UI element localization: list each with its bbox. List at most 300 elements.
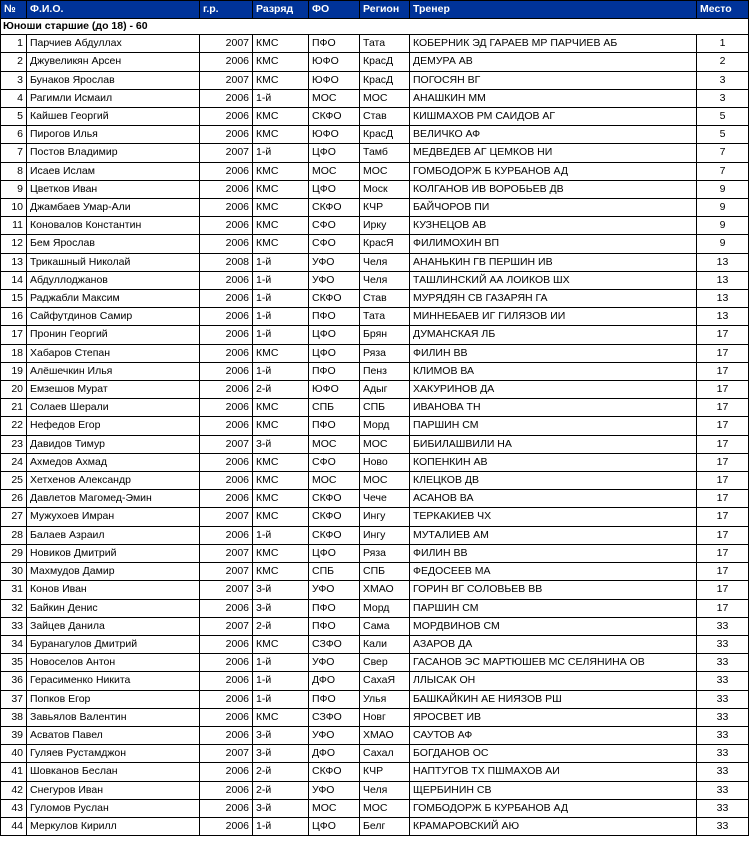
cell-place: 17 bbox=[697, 599, 749, 617]
table-row bbox=[1, 453, 749, 471]
cell-year: 2006 bbox=[200, 726, 253, 744]
cell-rank: КМС bbox=[253, 162, 309, 180]
cell-coach: КОБЕРНИК ЭД ГАРАЕВ МР ПАРЧИЕВ АБ bbox=[410, 35, 697, 53]
cell-year: 2006 bbox=[200, 654, 253, 672]
cell-num: 23 bbox=[1, 435, 27, 453]
table-row bbox=[1, 53, 749, 71]
cell-year: 2006 bbox=[200, 199, 253, 217]
header-year: г.р. bbox=[200, 1, 253, 19]
table-row bbox=[1, 635, 749, 653]
cell-place: 17 bbox=[697, 508, 749, 526]
cell-name: Бунаков Ярослав bbox=[27, 71, 200, 89]
cell-year: 2006 bbox=[200, 290, 253, 308]
cell-fo: УФО bbox=[309, 581, 360, 599]
cell-region: Тата bbox=[360, 35, 410, 53]
cell-fo: ЮФО bbox=[309, 53, 360, 71]
cell-name: Гуляев Рустамджон bbox=[27, 745, 200, 763]
table-row bbox=[1, 763, 749, 781]
cell-rank: 1-й bbox=[253, 690, 309, 708]
cell-region: Чече bbox=[360, 490, 410, 508]
cell-region: Сахал bbox=[360, 745, 410, 763]
cell-coach: КРАМАРОВСКИЙ АЮ bbox=[410, 817, 697, 835]
cell-name: Сайфутдинов Самир bbox=[27, 308, 200, 326]
cell-num: 35 bbox=[1, 654, 27, 672]
cell-name: Новиков Дмитрий bbox=[27, 544, 200, 562]
table-row bbox=[1, 654, 749, 672]
cell-year: 2006 bbox=[200, 362, 253, 380]
cell-region: СПБ bbox=[360, 399, 410, 417]
cell-coach: АСАНОВ ВА bbox=[410, 490, 697, 508]
cell-region: МОС bbox=[360, 799, 410, 817]
cell-coach: ПАРШИН СМ bbox=[410, 599, 697, 617]
cell-coach: МУРЯДЯН СВ ГАЗАРЯН ГА bbox=[410, 290, 697, 308]
cell-place: 9 bbox=[697, 235, 749, 253]
table-row bbox=[1, 599, 749, 617]
cell-coach: КЛИМОВ ВА bbox=[410, 362, 697, 380]
cell-name: Солаев Шерали bbox=[27, 399, 200, 417]
table-row bbox=[1, 399, 749, 417]
cell-year: 2006 bbox=[200, 599, 253, 617]
cell-num: 27 bbox=[1, 508, 27, 526]
cell-fo: ПФО bbox=[309, 690, 360, 708]
cell-fo: ДФО bbox=[309, 745, 360, 763]
cell-rank: 1-й bbox=[253, 654, 309, 672]
cell-region: МОС bbox=[360, 162, 410, 180]
cell-name: Гуломов Руслан bbox=[27, 799, 200, 817]
cell-name: Меркулов Кирилл bbox=[27, 817, 200, 835]
cell-coach: ЛЛЫСАК ОН bbox=[410, 672, 697, 690]
cell-fo: СПБ bbox=[309, 563, 360, 581]
cell-rank: 2-й bbox=[253, 763, 309, 781]
cell-rank: 1-й bbox=[253, 526, 309, 544]
cell-year: 2006 bbox=[200, 672, 253, 690]
table-row bbox=[1, 526, 749, 544]
cell-coach: АЗАРОВ ДА bbox=[410, 635, 697, 653]
cell-rank: КМС bbox=[253, 71, 309, 89]
cell-name: Асватов Павел bbox=[27, 726, 200, 744]
cell-fo: УФО bbox=[309, 726, 360, 744]
cell-num: 11 bbox=[1, 217, 27, 235]
cell-place: 17 bbox=[697, 526, 749, 544]
cell-year: 2006 bbox=[200, 108, 253, 126]
cell-num: 25 bbox=[1, 472, 27, 490]
cell-place: 17 bbox=[697, 399, 749, 417]
cell-region: Челя bbox=[360, 781, 410, 799]
cell-coach: САУТОВ АФ bbox=[410, 726, 697, 744]
cell-region: КрасД bbox=[360, 126, 410, 144]
cell-place: 1 bbox=[697, 35, 749, 53]
cell-name: Кайшев Георгий bbox=[27, 108, 200, 126]
cell-coach: НАПТУГОВ ТХ ПШМАХОВ АИ bbox=[410, 763, 697, 781]
cell-place: 17 bbox=[697, 472, 749, 490]
table-row bbox=[1, 326, 749, 344]
cell-fo: ПФО bbox=[309, 308, 360, 326]
cell-fo: СКФО bbox=[309, 508, 360, 526]
cell-rank: КМС bbox=[253, 508, 309, 526]
table-row bbox=[1, 726, 749, 744]
cell-num: 2 bbox=[1, 53, 27, 71]
cell-place: 17 bbox=[697, 581, 749, 599]
cell-coach: МУТАЛИЕВ АМ bbox=[410, 526, 697, 544]
cell-place: 13 bbox=[697, 253, 749, 271]
cell-year: 2007 bbox=[200, 745, 253, 763]
cell-fo: СЗФО bbox=[309, 708, 360, 726]
cell-year: 2006 bbox=[200, 763, 253, 781]
cell-name: Нефедов Егор bbox=[27, 417, 200, 435]
cell-region: Моск bbox=[360, 180, 410, 198]
cell-coach: КОПЕНКИН АВ bbox=[410, 453, 697, 471]
cell-year: 2006 bbox=[200, 126, 253, 144]
cell-name: Бем Ярослав bbox=[27, 235, 200, 253]
cell-year: 2006 bbox=[200, 381, 253, 399]
cell-coach: ТАШЛИНСКИЙ АА ЛОИКОВ ШХ bbox=[410, 271, 697, 289]
cell-rank: 1-й bbox=[253, 290, 309, 308]
cell-rank: КМС bbox=[253, 708, 309, 726]
cell-coach: ЩЕРБИНИН СВ bbox=[410, 781, 697, 799]
cell-year: 2007 bbox=[200, 35, 253, 53]
cell-region: Став bbox=[360, 108, 410, 126]
cell-year: 2006 bbox=[200, 399, 253, 417]
table-row bbox=[1, 672, 749, 690]
cell-coach: ГОРИН ВГ СОЛОВЬЕВ ВВ bbox=[410, 581, 697, 599]
cell-region: СПБ bbox=[360, 563, 410, 581]
cell-fo: СКФО bbox=[309, 199, 360, 217]
cell-region: КрасД bbox=[360, 53, 410, 71]
cell-fo: ПФО bbox=[309, 35, 360, 53]
cell-rank: КМС bbox=[253, 453, 309, 471]
cell-num: 42 bbox=[1, 781, 27, 799]
cell-year: 2006 bbox=[200, 53, 253, 71]
cell-region: Свер bbox=[360, 654, 410, 672]
cell-num: 14 bbox=[1, 271, 27, 289]
cell-place: 17 bbox=[697, 453, 749, 471]
cell-year: 2006 bbox=[200, 453, 253, 471]
cell-coach: АНАШКИН ММ bbox=[410, 89, 697, 107]
cell-fo: СКФО bbox=[309, 290, 360, 308]
cell-region: КЧР bbox=[360, 763, 410, 781]
table-row bbox=[1, 235, 749, 253]
cell-num: 44 bbox=[1, 817, 27, 835]
cell-place: 17 bbox=[697, 544, 749, 562]
cell-place: 17 bbox=[697, 490, 749, 508]
cell-name: Давлетов Магомед-Эмин bbox=[27, 490, 200, 508]
cell-year: 2006 bbox=[200, 180, 253, 198]
cell-coach: ГОМБОДОРЖ Б КУРБАНОВ АД bbox=[410, 162, 697, 180]
cell-name: Ахмедов Ахмад bbox=[27, 453, 200, 471]
cell-fo: ПФО bbox=[309, 599, 360, 617]
cell-rank: КМС bbox=[253, 399, 309, 417]
cell-fo: ПФО bbox=[309, 362, 360, 380]
cell-rank: КМС bbox=[253, 108, 309, 126]
cell-region: КрасД bbox=[360, 71, 410, 89]
cell-rank: КМС bbox=[253, 180, 309, 198]
cell-num: 19 bbox=[1, 362, 27, 380]
table-row bbox=[1, 108, 749, 126]
table-row bbox=[1, 435, 749, 453]
cell-num: 37 bbox=[1, 690, 27, 708]
cell-region: Белг bbox=[360, 817, 410, 835]
cell-fo: СКФО bbox=[309, 526, 360, 544]
cell-coach: КОЛГАНОВ ИВ ВОРОБЬЕВ ДВ bbox=[410, 180, 697, 198]
cell-rank: КМС bbox=[253, 35, 309, 53]
cell-rank: 3-й bbox=[253, 599, 309, 617]
cell-region: Пенз bbox=[360, 362, 410, 380]
cell-num: 40 bbox=[1, 745, 27, 763]
cell-name: Зайцев Данила bbox=[27, 617, 200, 635]
cell-num: 34 bbox=[1, 635, 27, 653]
cell-fo: ПФО bbox=[309, 617, 360, 635]
cell-fo: ЮФО bbox=[309, 381, 360, 399]
cell-year: 2007 bbox=[200, 435, 253, 453]
cell-rank: 1-й bbox=[253, 817, 309, 835]
cell-year: 2006 bbox=[200, 217, 253, 235]
cell-place: 3 bbox=[697, 71, 749, 89]
cell-fo: МОС bbox=[309, 162, 360, 180]
cell-place: 13 bbox=[697, 271, 749, 289]
cell-place: 2 bbox=[697, 53, 749, 71]
cell-num: 24 bbox=[1, 453, 27, 471]
cell-rank: 1-й bbox=[253, 89, 309, 107]
cell-fo: СФО bbox=[309, 217, 360, 235]
cell-num: 4 bbox=[1, 89, 27, 107]
cell-num: 13 bbox=[1, 253, 27, 271]
cell-fo: УФО bbox=[309, 654, 360, 672]
cell-fo: ЦФО bbox=[309, 144, 360, 162]
cell-num: 7 bbox=[1, 144, 27, 162]
cell-name: Снегуров Иван bbox=[27, 781, 200, 799]
header-num: № bbox=[1, 1, 27, 19]
cell-name: Раджабли Максим bbox=[27, 290, 200, 308]
cell-region: Новг bbox=[360, 708, 410, 726]
cell-name: Емзешов Мурат bbox=[27, 381, 200, 399]
cell-place: 5 bbox=[697, 126, 749, 144]
cell-coach: МОРДВИНОВ СМ bbox=[410, 617, 697, 635]
cell-year: 2006 bbox=[200, 326, 253, 344]
cell-rank: 1-й bbox=[253, 144, 309, 162]
cell-year: 2006 bbox=[200, 526, 253, 544]
cell-fo: ЮФО bbox=[309, 71, 360, 89]
cell-region: КрасЯ bbox=[360, 235, 410, 253]
table-row bbox=[1, 71, 749, 89]
cell-fo: СКФО bbox=[309, 490, 360, 508]
cell-region: Челя bbox=[360, 253, 410, 271]
cell-year: 2006 bbox=[200, 162, 253, 180]
cell-num: 10 bbox=[1, 199, 27, 217]
cell-place: 5 bbox=[697, 108, 749, 126]
cell-rank: КМС bbox=[253, 199, 309, 217]
cell-coach: ФИЛИН ВВ bbox=[410, 344, 697, 362]
cell-name: Пронин Георгий bbox=[27, 326, 200, 344]
table-row bbox=[1, 126, 749, 144]
cell-coach: ФИЛИН ВВ bbox=[410, 544, 697, 562]
cell-num: 33 bbox=[1, 617, 27, 635]
cell-fo: СКФО bbox=[309, 763, 360, 781]
cell-place: 33 bbox=[697, 745, 749, 763]
table-row bbox=[1, 417, 749, 435]
cell-coach: МИННЕБАЕВ ИГ ГИЛЯЗОВ ИИ bbox=[410, 308, 697, 326]
cell-coach: КУЗНЕЦОВ АВ bbox=[410, 217, 697, 235]
cell-fo: МОС bbox=[309, 435, 360, 453]
cell-region: Морд bbox=[360, 417, 410, 435]
cell-place: 17 bbox=[697, 435, 749, 453]
cell-rank: КМС bbox=[253, 544, 309, 562]
cell-place: 33 bbox=[697, 635, 749, 653]
cell-fo: МОС bbox=[309, 89, 360, 107]
cell-num: 32 bbox=[1, 599, 27, 617]
cell-coach: ФЕДОСЕЕВ МА bbox=[410, 563, 697, 581]
cell-place: 7 bbox=[697, 144, 749, 162]
cell-coach: БАШКАЙКИН АЕ НИЯЗОВ РШ bbox=[410, 690, 697, 708]
table-row bbox=[1, 308, 749, 326]
cell-year: 2006 bbox=[200, 781, 253, 799]
cell-coach: ВЕЛИЧКО АФ bbox=[410, 126, 697, 144]
cell-name: Конов Иван bbox=[27, 581, 200, 599]
cell-place: 33 bbox=[697, 654, 749, 672]
cell-num: 30 bbox=[1, 563, 27, 581]
cell-rank: КМС bbox=[253, 217, 309, 235]
cell-coach: ТЕРКАКИЕВ ЧХ bbox=[410, 508, 697, 526]
cell-year: 2006 bbox=[200, 417, 253, 435]
cell-fo: СКФО bbox=[309, 108, 360, 126]
table-row bbox=[1, 563, 749, 581]
table-row bbox=[1, 472, 749, 490]
cell-name: Шовканов Беслан bbox=[27, 763, 200, 781]
cell-coach: ИВАНОВА ТН bbox=[410, 399, 697, 417]
cell-rank: 1-й bbox=[253, 271, 309, 289]
cell-name: Исаев Ислам bbox=[27, 162, 200, 180]
cell-year: 2006 bbox=[200, 472, 253, 490]
cell-rank: КМС bbox=[253, 490, 309, 508]
cell-region: КЧР bbox=[360, 199, 410, 217]
cell-name: Трикашный Николай bbox=[27, 253, 200, 271]
cell-num: 3 bbox=[1, 71, 27, 89]
cell-region: Ирку bbox=[360, 217, 410, 235]
cell-num: 43 bbox=[1, 799, 27, 817]
cell-year: 2007 bbox=[200, 617, 253, 635]
cell-coach: АНАНЬКИН ГВ ПЕРШИН ИВ bbox=[410, 253, 697, 271]
table-row bbox=[1, 799, 749, 817]
cell-year: 2007 bbox=[200, 508, 253, 526]
cell-year: 2006 bbox=[200, 308, 253, 326]
cell-region: Сама bbox=[360, 617, 410, 635]
cell-rank: 1-й bbox=[253, 308, 309, 326]
cell-name: Джамбаев Умар-Али bbox=[27, 199, 200, 217]
cell-name: Абдуллоджанов bbox=[27, 271, 200, 289]
cell-rank: 3-й bbox=[253, 745, 309, 763]
cell-rank: КМС bbox=[253, 472, 309, 490]
cell-name: Постов Владимир bbox=[27, 144, 200, 162]
cell-region: Ряза bbox=[360, 544, 410, 562]
group-title: Юноши старшие (до 18) - 60 bbox=[1, 19, 749, 35]
table-row bbox=[1, 290, 749, 308]
table-row bbox=[1, 708, 749, 726]
cell-name: Завьялов Валентин bbox=[27, 708, 200, 726]
cell-rank: КМС bbox=[253, 417, 309, 435]
cell-year: 2008 bbox=[200, 253, 253, 271]
cell-rank: 2-й bbox=[253, 617, 309, 635]
cell-region: Адыг bbox=[360, 381, 410, 399]
cell-fo: ЦФО bbox=[309, 326, 360, 344]
cell-fo: МОС bbox=[309, 472, 360, 490]
cell-rank: 1-й bbox=[253, 326, 309, 344]
cell-year: 2006 bbox=[200, 344, 253, 362]
cell-num: 12 bbox=[1, 235, 27, 253]
cell-coach: БОГДАНОВ ОС bbox=[410, 745, 697, 763]
cell-region: МОС bbox=[360, 435, 410, 453]
cell-place: 33 bbox=[697, 763, 749, 781]
cell-region: Ингу bbox=[360, 526, 410, 544]
cell-coach: ПАРШИН СМ bbox=[410, 417, 697, 435]
cell-num: 5 bbox=[1, 108, 27, 126]
cell-coach: БИБИЛАШВИЛИ НА bbox=[410, 435, 697, 453]
cell-name: Попков Егор bbox=[27, 690, 200, 708]
cell-num: 21 bbox=[1, 399, 27, 417]
cell-coach: ЯРОСВЕТ ИВ bbox=[410, 708, 697, 726]
cell-place: 9 bbox=[697, 180, 749, 198]
cell-name: Балаев Азраил bbox=[27, 526, 200, 544]
cell-fo: ЦФО bbox=[309, 544, 360, 562]
cell-rank: 1-й bbox=[253, 362, 309, 380]
table-body bbox=[1, 19, 749, 836]
cell-place: 33 bbox=[697, 799, 749, 817]
cell-rank: КМС bbox=[253, 344, 309, 362]
cell-place: 7 bbox=[697, 162, 749, 180]
table-row bbox=[1, 253, 749, 271]
cell-fo: УФО bbox=[309, 271, 360, 289]
cell-coach: КЛЕЦКОВ ДВ bbox=[410, 472, 697, 490]
cell-num: 18 bbox=[1, 344, 27, 362]
cell-region: Тамб bbox=[360, 144, 410, 162]
cell-year: 2006 bbox=[200, 235, 253, 253]
cell-name: Байкин Денис bbox=[27, 599, 200, 617]
cell-place: 17 bbox=[697, 344, 749, 362]
cell-name: Парчиев Абдуллах bbox=[27, 35, 200, 53]
cell-fo: ЦФО bbox=[309, 344, 360, 362]
cell-coach: БАЙЧОРОВ ПИ bbox=[410, 199, 697, 217]
table-row bbox=[1, 362, 749, 380]
table-row bbox=[1, 381, 749, 399]
table-row bbox=[1, 508, 749, 526]
cell-fo: УФО bbox=[309, 253, 360, 271]
header-rank: Разряд bbox=[253, 1, 309, 19]
table-row bbox=[1, 690, 749, 708]
cell-region: Брян bbox=[360, 326, 410, 344]
cell-place: 9 bbox=[697, 217, 749, 235]
cell-name: Махмудов Дамир bbox=[27, 563, 200, 581]
cell-num: 29 bbox=[1, 544, 27, 562]
cell-name: Мужухоев Имран bbox=[27, 508, 200, 526]
cell-region: Морд bbox=[360, 599, 410, 617]
cell-region: ХМАО bbox=[360, 581, 410, 599]
cell-name: Рагимли Исмаил bbox=[27, 89, 200, 107]
header-name: Ф.И.О. bbox=[27, 1, 200, 19]
cell-year: 2006 bbox=[200, 817, 253, 835]
table-row bbox=[1, 217, 749, 235]
cell-name: Пирогов Илья bbox=[27, 126, 200, 144]
cell-region: Улья bbox=[360, 690, 410, 708]
cell-place: 9 bbox=[697, 199, 749, 217]
cell-year: 2007 bbox=[200, 144, 253, 162]
cell-region: Тата bbox=[360, 308, 410, 326]
cell-name: Хетхенов Александр bbox=[27, 472, 200, 490]
header-coach: Тренер bbox=[410, 1, 697, 19]
cell-coach: МЕДВЕДЕВ АГ ЦЕМКОВ НИ bbox=[410, 144, 697, 162]
table-row bbox=[1, 344, 749, 362]
cell-rank: 3-й bbox=[253, 726, 309, 744]
cell-rank: КМС bbox=[253, 563, 309, 581]
cell-rank: 1-й bbox=[253, 672, 309, 690]
header-region: Регион bbox=[360, 1, 410, 19]
